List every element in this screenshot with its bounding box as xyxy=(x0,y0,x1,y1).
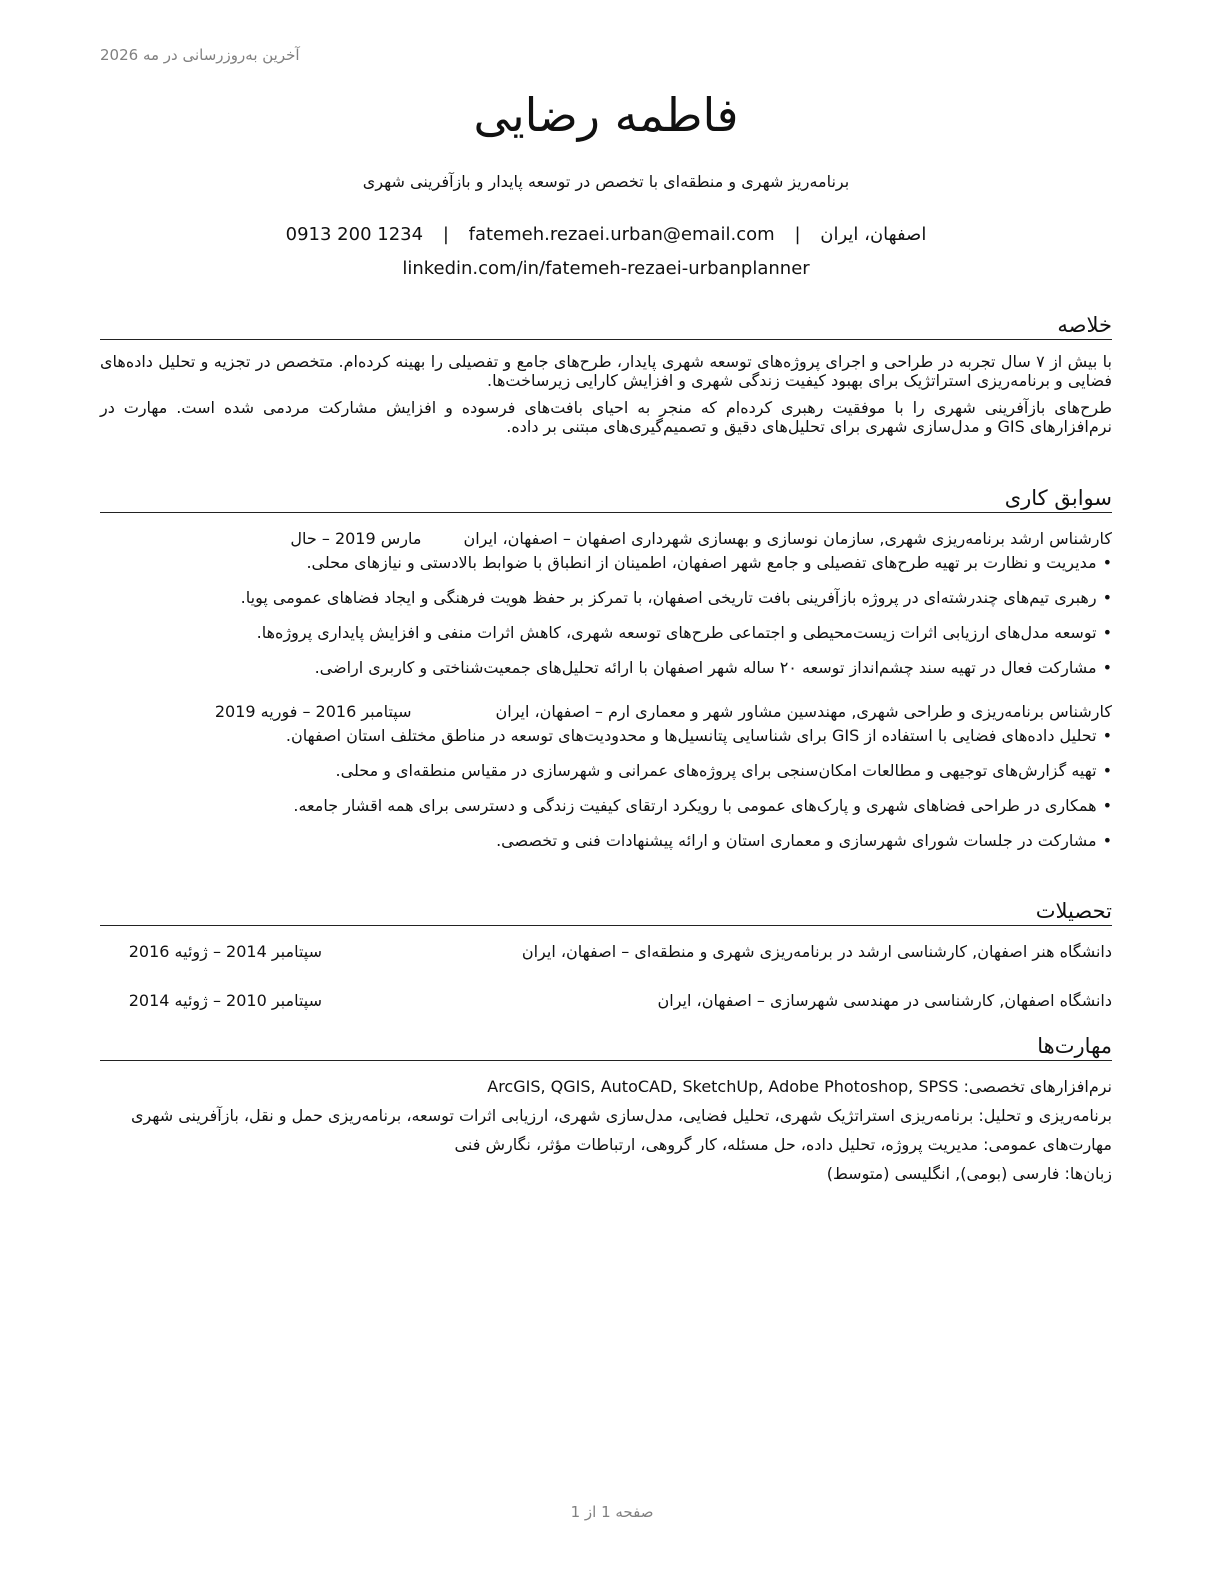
list-item: • همکاری در طراحی فضاهای شهری و پارک‌های عمومی با رویکرد ارتقای کیفیت زندگی و دسترسی برای همه اقشار جامعه. xyxy=(100,796,1112,816)
list-item: • تهیه گزارش‌های توجیهی و مطالعات امکان‌سنجی برای پروژه‌های عمرانی و شهرسازی در مقیاس منطقه‌ای و محلی. xyxy=(100,761,1112,781)
headline: برنامه‌ریز شهری و منطقه‌ای با تخصص در توسعه پایدار و بازآفرینی شهری xyxy=(362,172,850,191)
education-section xyxy=(100,897,1112,1011)
skill-line: مهارت‌های عمومی: مدیریت پروژه، تحلیل داده، حل مسئله، کار گروهی، ارتباطات مؤثر، نگارش فنی xyxy=(454,1135,1112,1154)
education-dates: سپتامبر 2014 – ژوئیه 2016 xyxy=(128,942,322,961)
education-dates: سپتامبر 2010 – ژوئیه 2014 xyxy=(128,991,322,1010)
contact-separator: | xyxy=(442,224,449,245)
section-title: تحصیلات xyxy=(100,897,1112,926)
contact-linkedin[interactable]: linkedin.com/in/fatemeh-rezaei-urbanplanner xyxy=(402,258,810,279)
list-item: • توسعه مدل‌های ارزیابی اثرات زیست‌محیطی و اجتماعی طرح‌های توسعه شهری، کاهش اثرات منفی و افزایش پایداری پروژه‌ها. xyxy=(100,623,1112,643)
page-number: صفحه 1 از 1 xyxy=(570,1503,654,1521)
job-bullets xyxy=(100,553,1112,678)
list-item: • مدیریت و نظارت بر تهیه طرح‌های تفصیلی و جامع شهر اصفهان، اطمینان از انطباق با ضوابط بالادستی و نیازهای محلی. xyxy=(100,553,1112,573)
job-bullets xyxy=(100,726,1112,851)
job-header xyxy=(100,529,1112,549)
skills-section xyxy=(100,1032,1112,1183)
list-item: • تحلیل داده‌های فضایی با استفاده از GIS برای شناسایی پتانسیل‌ها و محدودیت‌های توسعه در مناطق مختلف استان اصفهان. xyxy=(100,726,1112,746)
summary-paragraph: طرح‌های بازآفرینی شهری را با موفقیت رهبری کرده‌ام که منجر به احیای بافت‌های فرسوده و افزایش مشارکت مردمی شده است. مهارت در نرم‌افزارهای GIS و مدل‌سازی شهری برای تحلیل‌های دقیق و تصمیم‌گیری‌های مبتنی بر داده. xyxy=(100,398,1112,436)
contact-separator: | xyxy=(794,224,801,245)
list-item: • رهبری تیم‌های چندرشته‌ای در پروژه بازآفرینی بافت تاریخی اصفهان، با تمرکز بر حفظ هویت فرهنگی و ایجاد فضاهای عمومی پویا. xyxy=(100,588,1112,608)
skill-line: زبان‌ها: فارسی (بومی), انگلیسی (متوسط) xyxy=(826,1164,1112,1183)
education-school: دانشگاه هنر اصفهان, کارشناسی ارشد در برنامه‌ریزی شهری و منطقه‌ای – اصفهان، ایران xyxy=(521,942,1112,961)
last-updated: آخرین به‌روزرسانی در مه 2026 xyxy=(100,46,300,64)
education-row xyxy=(100,991,1112,1011)
summary-section xyxy=(100,311,1112,436)
list-item: • مشارکت در جلسات شورای شهرسازی و معماری استان و ارائه پیشنهادات فنی و تخصصی. xyxy=(100,831,1112,851)
contact-phone: 0913 200 1234 xyxy=(285,224,424,245)
contact-email[interactable]: fatemeh.rezaei.urban@email.com xyxy=(468,224,775,245)
contact-location: اصفهان، ایران xyxy=(820,224,927,245)
contact-line xyxy=(100,224,1112,245)
experience-section xyxy=(100,484,1112,851)
job-title: کارشناس برنامه‌ریزی و طراحی شهری, مهندسین مشاور شهر و معماری ارم – اصفهان، ایران xyxy=(495,702,1112,721)
person-name: فاطمه رضایی xyxy=(473,88,739,142)
education-school: دانشگاه اصفهان, کارشناسی در مهندسی شهرسازی – اصفهان، ایران xyxy=(657,991,1112,1010)
job-dates: سپتامبر 2016 – فوریه 2019 xyxy=(214,702,412,721)
skill-line: نرم‌افزارهای تخصصی: ArcGIS, QGIS, AutoCAD, SketchUp, Adobe Photoshop, SPSS xyxy=(487,1077,1112,1096)
section-title: سوابق کاری xyxy=(100,484,1112,513)
list-item: • مشارکت فعال در تهیه سند چشم‌انداز توسعه ۲۰ ساله شهر اصفهان با ارائه تحلیل‌های جمعیت‌شناختی و کاربری اراضی. xyxy=(100,658,1112,678)
job-dates: مارس 2019 – حال xyxy=(290,529,422,548)
education-row xyxy=(100,942,1112,962)
skill-line: برنامه‌ریزی و تحلیل: برنامه‌ریزی استراتژیک شهری، تحلیل فضایی، مدل‌سازی شهری، ارزیابی اثرات توسعه، برنامه‌ریزی حمل و نقل، بازآفرینی شهری xyxy=(130,1106,1112,1125)
job-title: کارشناس ارشد برنامه‌ریزی شهری, سازمان نوسازی و بهسازی شهرداری اصفهان – اصفهان، ایران xyxy=(463,529,1112,548)
summary-paragraph: با بیش از ۷ سال تجربه در طراحی و اجرای پروژه‌های توسعه شهری پایدار، طرح‌های جامع و تفصیلی را بهینه کرده‌ام. متخصص در تجزیه و تحلیل داده‌های فضایی و برنامه‌ریزی استراتژیک برای بهبود کیفیت زندگی شهری و افزایش کارایی زیرساخت‌ها. xyxy=(100,352,1112,390)
section-title: خلاصه xyxy=(100,311,1112,340)
section-title: مهارت‌ها xyxy=(100,1032,1112,1061)
job-header xyxy=(100,702,1112,722)
